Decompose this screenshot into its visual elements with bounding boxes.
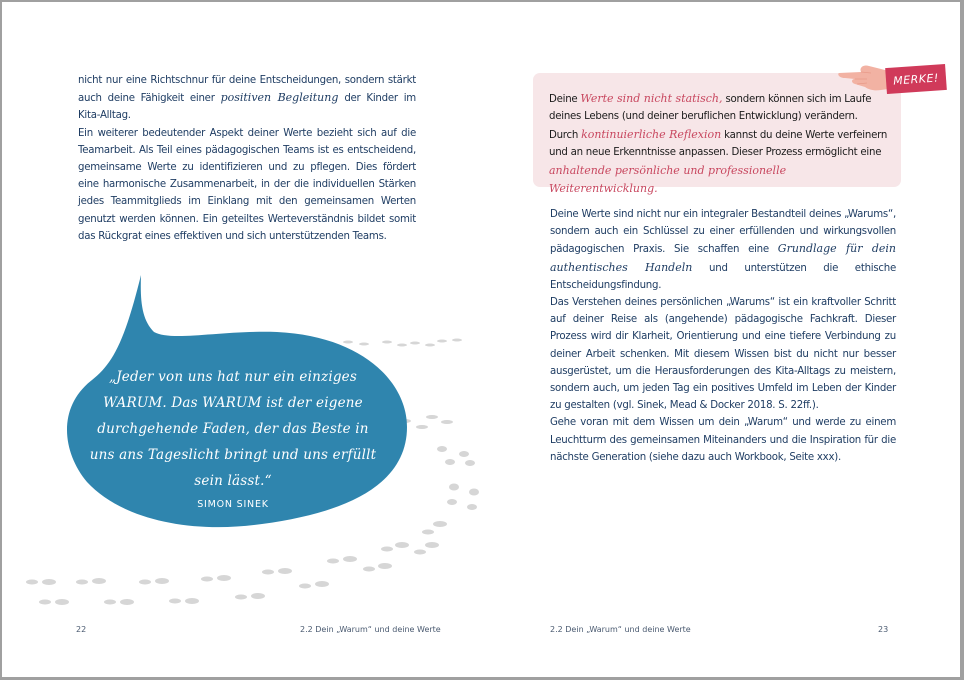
page-number: 23 — [878, 625, 889, 634]
emphasis-handwritten: positiven Begleitung — [220, 91, 339, 105]
running-title: 2.2 Dein „Warum“ und deine Werte — [300, 625, 441, 634]
running-title: 2.2 Dein „Warum“ und deine Werte — [550, 625, 691, 634]
highlight-text: Werte sind nicht statisch, — [580, 92, 723, 105]
right-page — [482, 2, 960, 677]
highlight-text: anhaltende persönliche und professionelle Weiterentwicklung. — [549, 163, 787, 196]
emphasis-handwritten: Grundlage für dein authentisches Handeln — [550, 242, 896, 274]
book-spread — [2, 2, 960, 677]
paragraph: Ein weiterer bedeutender Aspekt deiner Werte bezieht sich auf die Teamarbeit. Als Teil eines pädagogischen Teams ist es entscheidend, gemeinsame Werte zu identifizieren und zu pflegen. Dies fördert eine harmonische Zusammenarbeit, in der die individuellen Stärken jedes Teammitglieds im Einklang mit den gemeinsamen Werten genutzt werden können. Ein geteiltes Werteverständnis bildet somit das Rückgrat eines effektiven und sich unterstützenden Teams. — [78, 127, 416, 242]
page-number: 22 — [76, 625, 87, 634]
paragraph: Das Verstehen deines persönlichen „Warums“ ist ein kraftvoller Schritt auf deiner Reise als (angehende) pädagogische Fachkraft. Dieser Prozess wird dir Klarheit, Orientierung und eine tiefere Verbindung zu deiner Arbeit schenken. Mit diesem Wissen bist du nicht nur besser ausgerüstet, um die Herausforderungen des Kita-Alltags zu meistern, sondern auch, um jeden Tag ein positives Umfeld im Leben der Kinder zu gestalten (vgl. Sinek, Mead & Docker 2018. S. 22ff.). — [550, 297, 896, 412]
right-body-text — [550, 206, 896, 466]
quote-author: SIMON SINEK — [197, 499, 269, 510]
left-body-text — [78, 72, 416, 245]
paragraph: Gehe voran mit dem Wissen um dein „Warum“ und werde zu einem Leuchtturm des gemeinsamen Miteinanders und die Inspiration für die nächste Generation (siehe dazu auch Workbook, Seite xxx). — [550, 417, 896, 463]
merke-label: MERKE! — [885, 64, 947, 94]
paragraph: nicht nur eine Richtschnur für deine Entscheidungen, sondern stärkt auch deine Fähigkeit einer positiven Begleitung der Kinder im Kita-Alltag. — [78, 75, 416, 122]
merke-text: Deine Werte sind nicht statisch, sondern können sich im Laufe deines Lebens (und deiner beruflichen Entwicklung) verändern. Durch kontinuierliche Reflexion kannst du deine Werte verfeinern und an neue Erkenntnisse anpassen. Dieser Prozess ermöglicht eine anhaltende persönliche und professionelle Weiterentwicklung. — [549, 92, 888, 196]
left-page — [2, 2, 482, 677]
highlight-text: kontinuierliche Reflexion — [581, 127, 722, 141]
quote-text: „Jeder von uns hat nur ein einziges WARUM. Das WARUM ist der eigene durchgehende Faden, der das Beste in uns ans Tageslicht bringt und uns erfüllt sein lässt.“ — [89, 369, 377, 489]
paragraph: Deine Werte sind nicht nur ein integraler Bestandteil deines „Warums“, sondern auch ein Schlüssel zu einer erfüllenden und wirkungsvollen pädagogischen Praxis. Sie schaffen eine Grundlage für dein authentisches Handeln und unterstützen die ethische Entscheidungsfindung. — [550, 209, 896, 291]
